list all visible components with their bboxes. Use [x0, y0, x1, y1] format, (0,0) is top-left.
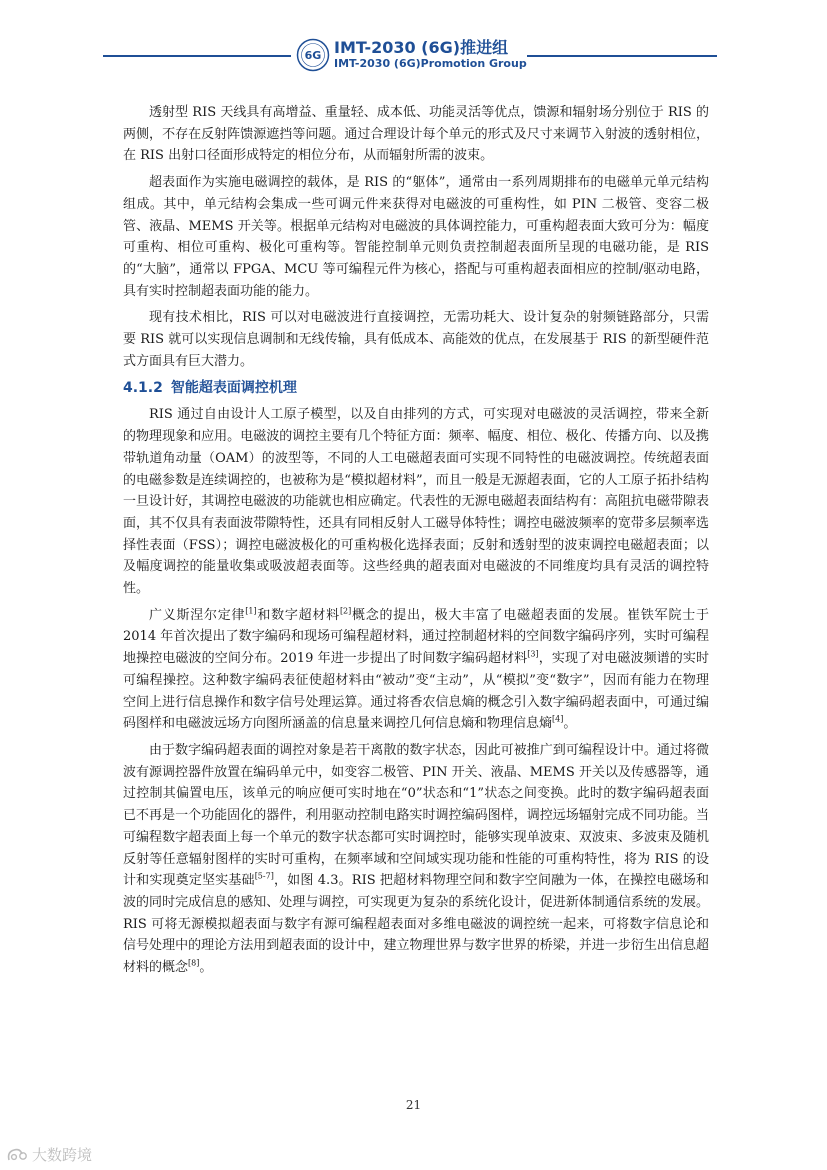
logo-text: 6G: [304, 49, 322, 62]
section-title: 智能超表面调控机理: [170, 380, 297, 397]
citation-ref[interactable]: [8]: [188, 958, 200, 968]
paragraph-6: [123, 740, 709, 979]
section-number: 4.1.2: [123, 380, 163, 397]
imt2030-logo-icon: [296, 38, 330, 72]
p5-text: ，实现了对电磁波频谱的实时可编程操控。这种数字编码表征使超材料由“被动”变“主动”，从“模拟”变“数字”，因而有能力在物理空间上进行信息操作和数字信号处理运算。通过将香农信息熵的概念引入数字编码超表面中，可通过编码图样和电磁波远场方向图所涵盖的信息量来调控几何信息熵和物理信息熵: [123, 651, 709, 732]
header-subtitle: IMT-2030 (6G)Promotion Group: [334, 57, 527, 70]
p5-text: 概念的提出，极大丰富了电磁超表面的发展。崔铁军院士于 2014 年首次提出了数字编码和现场可编程超材料，通过控制超材料的空间数字编码序列，实时可编程地操控电磁波的空间分布。2019 年进一步提出了时间数字编码超材料: [123, 607, 709, 667]
citation-ref[interactable]: [5-7]: [254, 871, 274, 881]
header-title: IMT-2030 (6G)推进组: [334, 38, 509, 57]
p6-text: 由于数字编码超表面的调控对象是若干离散的数字状态，因此可被推广到可编程设计中。通过将微波有源调控器件放置在编码单元中，如变容二极管、PIN 开关、液晶、MEMS 开关以及传感器等，通过控制其偏置电压，该单元的响应便可实时地在“0”状态和“1”状态之间变换。此时的数字编码超表面已不再是一个功能固化的器件，利用驱动控制电路实时调控编码图样，调控远场辐射完成不同功能。当可编程数字超表面上每一个单元的数字状态都可实时调控时，能够实现单波束、双波束、多波束及随机反射等任意辐射图样的实时可重构，在频率域和空间域实现功能和性能的可重构特性，将为 RIS 的设计和实现奠定坚实基础: [123, 742, 709, 889]
watermark: [6, 1144, 92, 1165]
citation-ref[interactable]: [1]: [245, 606, 257, 616]
header-rule-left: [103, 55, 291, 57]
paragraph-5: [123, 605, 709, 735]
paragraph-2: 超表面作为实施电磁调控的载体，是 RIS 的“躯体”，通常由一系列周期排布的电磁单元单元结构组成。其中，单元结构会集成一些可调元件来获得对电磁波的可重构性，如 PIN 二极管、变容二极管、液晶、MEMS 开关等。根据单元结构对电磁波的具体调控能力，可重构超表面大致可分为：幅度可重构、相位可重构、极化可重构等。智能控制单元则负责控制超表面所呈现的电磁功能，是 RIS 的“大脑”，通常以 FPGA、MCU 等可编程元件为核心，搭配与可重构超表面相应的控制/驱动电路，具有实时控制超表面功能的能力。: [123, 175, 709, 299]
p5-text: 广义斯涅尔定律: [149, 607, 246, 623]
citation-ref[interactable]: [2]: [339, 606, 352, 616]
citation-ref[interactable]: [3]: [527, 649, 539, 659]
paragraph-4: RIS 通过自由设计人工原子模型，以及自由排列的方式，可实现对电磁波的灵活调控，带来全新的物理现象和应用。电磁波的调控主要有几个特征方面：频率、幅度、相位、极化、传播方向、以及携带轨道角动量（OAM）的波型等，不同的人工电磁超表面可实现不同特性的电磁波调控。传统超表面的电磁参数是连续调控的，也被称为是“模拟超材料”，而且一般是无源超表面，它的人工原子拓扑结构一旦设计好，其调控电磁波的功能就也相应确定。代表性的无源电磁超表面结构有：高阻抗电磁带隙表面，其不仅具有表面波带隙特性，还具有同相反射人工磁导体特性；调控电磁波频率的宽带多层频率选择性表面（FSS）；调控电磁波极化的可重构极化选择表面；反射和透射型的波束调控电磁超表面；以及幅度调控的能量收集或吸波超表面等。这些经典的超表面对电磁波的不同维度均具有灵活的调控特性。: [123, 407, 709, 597]
header-rule-right: [527, 55, 717, 57]
page-number: 21: [405, 1098, 422, 1112]
paragraph-3: 现有技术相比，RIS 可以对电磁波进行直接调控，无需功耗大、设计复杂的射频链路部分，只需要 RIS 就可以实现信息调制和无线传输，具有低成本、高能效的优点，在发展基于 RIS 的新型硬件范式方面具有巨大潜力。: [123, 310, 709, 369]
p5-text: 和数字超材料: [256, 607, 340, 623]
page-body: [123, 102, 709, 984]
page-header: [0, 36, 827, 80]
section-heading: [123, 377, 709, 399]
citation-ref[interactable]: [4]: [552, 714, 564, 724]
watermark-text: 大数跨境: [32, 1146, 93, 1164]
p5-text: 。: [563, 716, 577, 732]
p6-text: ，如图 4.3。RIS 把超材料物理空间和数字空间融为一体，在操控电磁场和波的同时完成信息的感知、处理与调控，可实现更为复杂的系统化设计，促进新体制通信系统的发展。RIS 可将无源模拟超表面与数字有源可编程超表面对多维电磁波的调控统一起来，可将数字信息论和信号处理中的理论方法用到超表面的设计中，建立物理世界与数字世界的桥梁，并进一步衍生出信息超材料的概念: [123, 873, 709, 976]
brand-block: [334, 39, 527, 71]
paragraph-1: 透射型 RIS 天线具有高增益、重量轻、成本低、功能灵活等优点，馈源和辐射场分别位于 RIS 的两侧，不存在反射阵馈源遮挡等问题。通过合理设计每个单元的形式及尺寸来调节入射波的透射相位，在 RIS 出射口径面形成特定的相位分布，从而辐射所需的波束。: [123, 105, 709, 164]
p6-text: 。: [199, 960, 213, 976]
watermark-logo-icon: [6, 1146, 28, 1164]
